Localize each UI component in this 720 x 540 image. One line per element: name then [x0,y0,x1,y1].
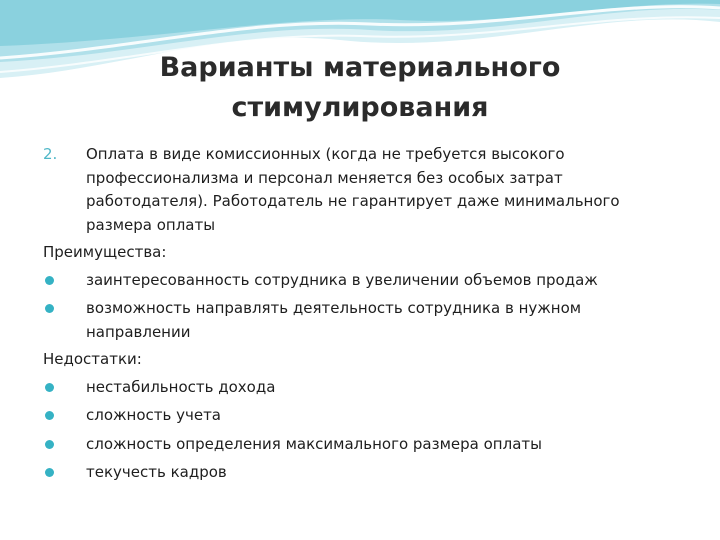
numbered-item [43,143,683,237]
list-item [43,269,683,293]
bullet-dot-icon [45,304,54,313]
slide-body [43,143,683,485]
advantages-heading: Преимущества: [43,243,167,261]
list-item-text: текучесть кадров [86,463,227,481]
list-item-text: сложность учета [86,406,221,424]
bullet-dot-icon [45,276,54,285]
list-item-text: заинтересованность сотрудника в увеличении объемов продаж [86,270,598,289]
bullet-dot-icon [45,383,54,392]
list-item [43,433,683,457]
list-item-text: нестабильность дохода [86,377,276,396]
bullet-dot-icon [45,440,54,449]
disadvantages-heading: Недостатки: [43,350,142,368]
list-item-text: возможность направлять деятельность сотрудника в нужном направлении [86,299,582,341]
list-item [43,461,683,485]
bullet-dot-icon [45,411,54,420]
bullet-dot-icon [45,468,54,477]
list-item [43,404,683,428]
slide-title: Варианты материального стимулирования [159,52,561,123]
item-text: Оплата в виде комиссионных (когда не требуется высокого профессионализма и персонал меняется без особых затрат работодателя). Работодатель не гарантирует даже минимального размера оплаты [86,145,620,234]
item-number: 2. [43,145,58,163]
list-item [43,376,683,400]
list-item [43,297,683,344]
list-item-text: сложность определения максимального размера оплаты [86,434,542,453]
